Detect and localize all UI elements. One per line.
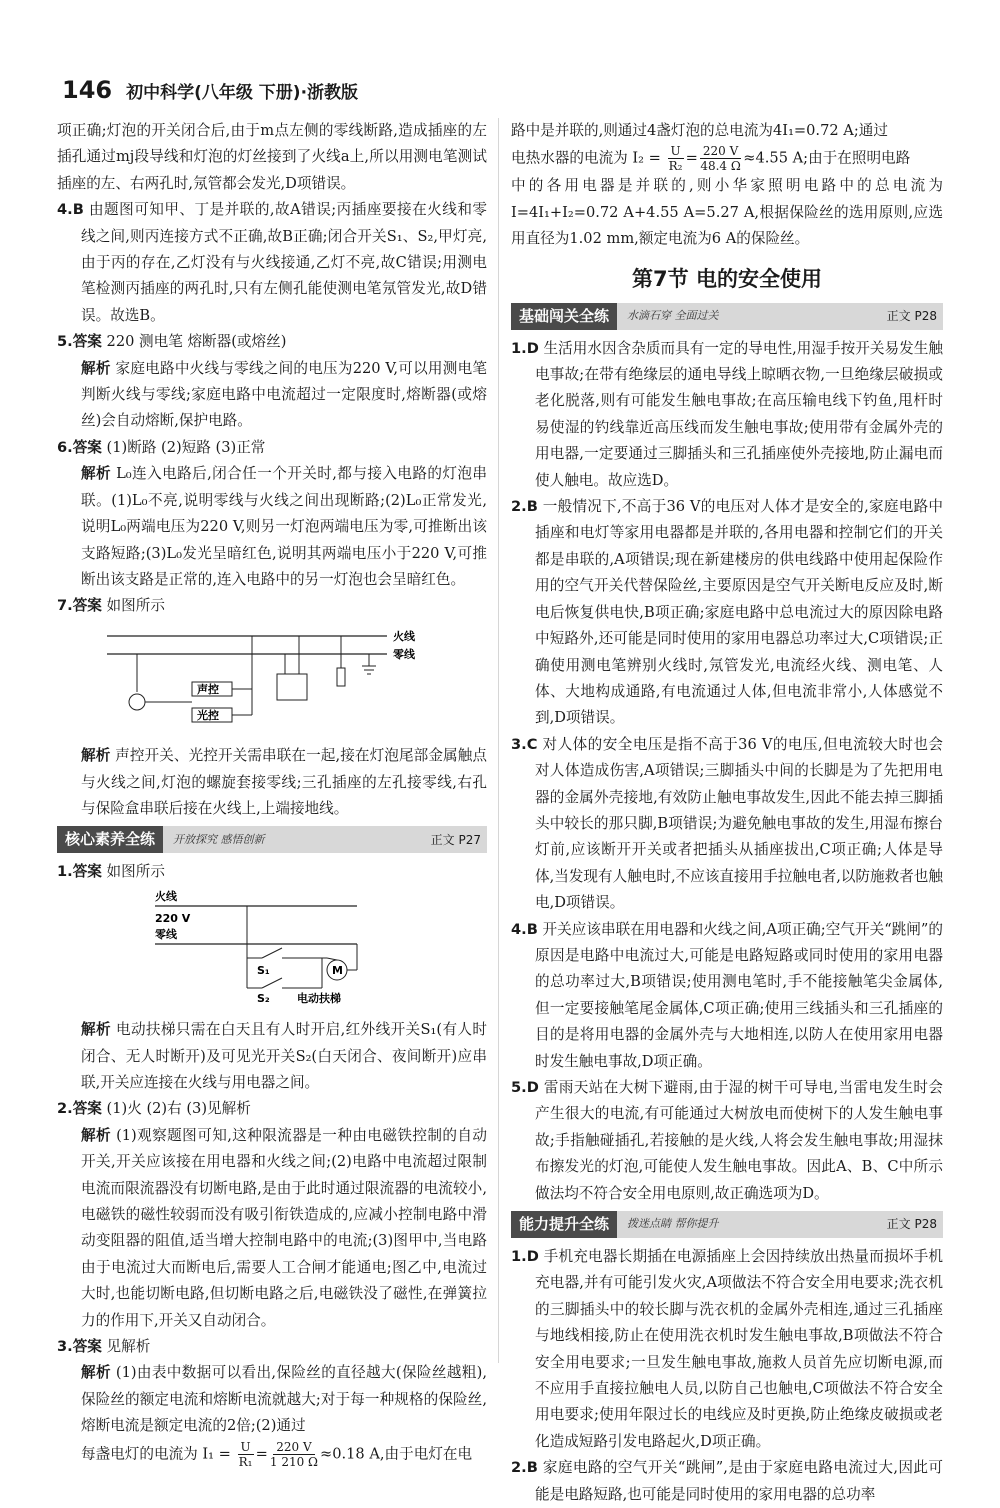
core-answer-1-explanation-text: 电动扶梯只需在白天且有人时开启,红外线开关S₁(有人时闭合、无人时断开)及可见光开关S₂(白天闭合、夜间断开)应串联,开关应连接在火线与用电器之间。 <box>81 1021 487 1091</box>
answer-label: 答案 <box>72 597 102 615</box>
fire-wire-label: 火线 <box>155 889 177 903</box>
sound-switch-label: 声控 <box>197 682 219 696</box>
answer-label: 答案 <box>72 438 102 456</box>
basic-answer-2 <box>511 494 943 732</box>
basic-answer-3 <box>511 732 943 917</box>
answer-6-explanation <box>57 461 487 593</box>
section-title: 第7节 电的安全使用 <box>632 266 822 291</box>
answer-7-explanation-text: 声控开关、光控开关需串联在一起,接在灯泡尾部金属触点与火线之间,灯泡的螺旋套接零线;三孔插座的左孔接零线,右孔与保险盒串联后接在火线上,上端接地线。 <box>81 747 487 817</box>
banner-page-ref: 正文 P27 <box>430 832 481 847</box>
answer-continuation: 项正确;灯泡的开关闭合后,由于m点左侧的零线断路,造成插座的左插孔通过mj段导线和灯泡的灯丝接到了火线a上,所以用测电笔测试插座的左、右两孔时,氖管都会发光,D项错误。 <box>57 122 487 192</box>
right-column <box>511 118 943 1508</box>
core-answer-3-answer: 见解析 <box>106 1338 151 1356</box>
answer-7-number: 7. <box>57 597 73 615</box>
basic-answer-1-number: 1.D <box>511 339 539 357</box>
section-banner-basic <box>511 303 943 330</box>
ability-answer-2-text: 家庭电路的空气开关“跳闸”,是由于家庭电路电流过大,因此可能是电路短路,也可能是同时使用的家用电器的总功率 <box>535 1459 944 1503</box>
answer-label: 答案 <box>72 863 102 881</box>
ability-answer-1-text: 手机充电器长期插在电源插座上会因持续放出热量而损坏手机充电器,并有可能引发火灾,A项做法不符合安全用电要求;洗衣机的三脚插头中的较长脚与洗衣机的金属外壳相连,通过三孔插座与地线相接,防止在使用洗衣机时发生触电事故,B项做法不符合安全用电要求;一旦发生触电事故,施救人员首先应切断电源,而不应用手直接拉触电人员,以防自己也触电,C项做法不符合安全用电要求;使用年限过长的电线应及时更换,防止绝缘皮破损或老化造成短路引发电路起火,D项正确。 <box>535 1248 943 1450</box>
answer-6-explanation-text: L₀连入电路后,闭合任一个开关时,都与接入电路的灯泡串联。(1)L₀不亮,说明零线与火线之间出现断路;(2)L₀正常发光,说明L₀两端电压为220 V,则另一灯泡两端电压为零,可推断出该支路短路;(3)L₀发光呈暗红色,说明其两端电压小于220 V,可推断出该支路是正常的,连入电路中的另一灯泡也会呈暗红色。 <box>81 465 487 588</box>
switch-s2-icon <box>262 978 282 988</box>
page-header <box>62 76 358 106</box>
explanation-label: 解析 <box>81 747 111 765</box>
right-continuation-1: 路中是并联的,则通过4盏灯泡的总电流为4I₁=0.72 A;通过 <box>511 122 888 139</box>
motor-label: M <box>332 963 343 977</box>
basic-answer-3-number: 3.C <box>511 735 538 753</box>
circuit-diagram-escalator <box>97 888 397 1006</box>
equals-sign: = <box>685 149 698 167</box>
answer-5 <box>57 329 487 355</box>
lamp-icon <box>129 694 145 710</box>
explanation-label: 解析 <box>81 359 111 377</box>
answer-label: 答案 <box>72 333 102 351</box>
basic-answer-4-text: 开关应该串联在用电器和火线之间,A项正确;空气开关“跳闸”的原因是电路中电流过大,可能是电路短路或同时使用的家用电器的总功率过大,B项错误;使用测电笔时,手不能接触笔尖金属体,但一定要接触笔尾金属体,C项正确;使用三线插头和三孔插座的目的是将用电器的金属外壳与大地相连,以防人在使用家用电器时发生触电事故,D项正确。 <box>535 920 943 1070</box>
voltage-label: 220 V <box>155 911 191 925</box>
core-answer-3-number: 3. <box>57 1338 73 1356</box>
core-answer-2-number: 2. <box>57 1100 73 1118</box>
core-answer-3-explanation-text: (1)由表中数据可以看出,保险丝的直径越大(保险丝越粗),保险丝的额定电流和熔断电流就越大;对于每一种规格的保险丝,熔断电流是额定电流的2倍;(2)通过 <box>81 1364 487 1435</box>
answer-label: 答案 <box>72 1100 102 1118</box>
explanation-label: 解析 <box>81 1126 112 1144</box>
left-column <box>57 118 487 1469</box>
ability-answer-2-number: 2.B <box>511 1459 538 1477</box>
ability-answer-2 <box>511 1455 943 1508</box>
light-switch-label: 光控 <box>197 708 219 722</box>
core-answer-1-answer: 如图所示 <box>106 863 165 881</box>
core-answer-1 <box>57 859 487 885</box>
basic-answer-5-number: 5.D <box>511 1079 539 1096</box>
answer-4 <box>57 197 487 329</box>
answer-7-answer: 如图所示 <box>106 597 165 615</box>
answer-4-text: 由题图可知甲、丁是并联的,故A错误;丙插座要接在火线和零线之间,则丙连接方式不正确,故B正确;闭合开关S₁、S₂,甲灯亮,由于丙的存在,乙灯没有与火线接通,乙灯不亮,故C错误;用测电笔检测丙插座的两孔时,只有左侧孔能使测电笔氖管发光,故D错误。故选B。 <box>81 201 487 324</box>
answer-5-answer: 220 测电笔 熔断器(或熔丝) <box>106 333 287 351</box>
fraction-denominator: 48.4 Ω <box>700 159 741 174</box>
right-continuation-3: 中的各用电器是并联的,则小华家照明电路中的总电流为I=4I₁+I₂=0.72 A+4.55 A=5.27 A,根据保险丝的选用原则,应选用直径为1.02 mm,额定电流为6 A的保险丝。 <box>511 177 943 248</box>
banner-title: 能力提升全练 <box>511 1211 617 1238</box>
core-answer-2-explanation <box>57 1123 487 1334</box>
fraction-denominator: R₂ <box>668 159 683 174</box>
basic-answer-4 <box>511 917 943 1075</box>
core-answer-2-answer: (1)火 (2)右 (3)见解析 <box>106 1100 251 1118</box>
page-number: 146 <box>62 76 113 104</box>
ability-answer-1 <box>511 1244 943 1455</box>
banner-title: 基础闯关全练 <box>511 303 617 330</box>
banner-page-ref: 正文 P28 <box>886 308 937 323</box>
fraction-220v-over-484 <box>700 144 741 173</box>
answer-7 <box>57 593 487 619</box>
ability-answer-1-number: 1.D <box>511 1248 539 1266</box>
fraction-numerator: U <box>668 144 684 159</box>
formula-tail: ≈0.18 A,由于电灯在电 <box>320 1445 473 1463</box>
core-answer-3-explanation <box>57 1360 487 1439</box>
basic-answer-1 <box>511 336 943 494</box>
switch-s1-icon <box>262 948 282 958</box>
fraction-u-over-r1 <box>238 1440 254 1469</box>
formula-lead: 每盏电灯的电流为 I₁ = <box>81 1445 231 1463</box>
section-banner-core <box>57 826 487 853</box>
fraction-numerator: 220 V <box>700 144 741 159</box>
banner-subtitle: 水滴石穿 全面过关 <box>627 308 719 322</box>
switch-s2-label: S₂ <box>257 991 270 1005</box>
core-answer-2-explanation-text: (1)观察题图可知,这种限流器是一种由电磁铁控制的自动开关,开关应该接在用电器和火线之间;(2)电路中电流超过限制电流而限流器没有切断电路,是由于此时通过限流器的电流较小,电磁铁的磁性较弱而没有吸引衔铁造成的,应减小控制电路中滑动变阻器的阻值,适当增大控制电路中的电流;(3)图甲中,当电路由于电流过大而断电后,需要人工合闸才能通电;图乙中,电流过大时,也能切断电路,但切断电路之后,电磁铁没了磁性,在弹簧拉力的作用下,开关又自动闭合。 <box>81 1126 487 1329</box>
banner-subtitle: 拨迷点睛 帮你提升 <box>627 1217 719 1231</box>
book-title: 初中科学(八年级 下册)·浙教版 <box>126 83 359 103</box>
circuit-diagram-7 <box>97 622 427 732</box>
answer-6 <box>57 435 487 461</box>
banner-title: 核心素养全练 <box>57 826 163 853</box>
answer-4-number: 4.B <box>57 201 84 219</box>
fraction-denominator: 1 210 Ω <box>269 1454 318 1469</box>
answer-label: 答案 <box>72 1338 102 1356</box>
answer-6-answer: (1)断路 (2)短路 (3)正常 <box>106 438 266 456</box>
fraction-220v-over-1210 <box>270 1440 318 1469</box>
core-answer-2 <box>57 1096 487 1122</box>
banner-subtitle: 开放探究 感悟创新 <box>173 832 265 846</box>
right-continuation-2 <box>511 144 943 173</box>
basic-answer-2-text: 一般情况下,不高于36 V的电压对人体才是安全的,家庭电路中插座和电灯等家用电器都是并联的,各用电器和控制它们的开关都是串联的,A项错误;现在新建楼房的供电线路中使用起保险作用的空气开关代替保险丝,主要原因是空气开关断电反应及时,断电后恢复供电快,B项正确;家庭电路中总电流过大的原因除电路中短路外,还可能是同时使用的家用电器总功率过大,C项错误;正确使用测电笔辨别火线时,氖管发光,电流经火线、测电笔、人体、大地构成通路,有电流通过人体,但电流非常小,人体感觉不到,D项错误。 <box>535 498 944 727</box>
answer-5-number: 5. <box>57 333 73 351</box>
fraction-denominator: R₁ <box>238 1454 253 1469</box>
basic-answer-1-text: 生活用水因含杂质而具有一定的导电性,用湿手按开关易发生触电事故;在带有绝缘层的通电导线上晾晒衣物,一旦绝缘层破损或老化脱落,则有可能发生触电事故;在高压输电线下钓鱼,甩杆时易使湿的钓线靠近高压线而发生触电事故;使用带有金属外壳的用电器,一定要通过三脚插头和三孔插座使外壳接地,防止漏电而使人触电。故应选D。 <box>535 339 943 489</box>
answer-7-explanation <box>57 743 487 822</box>
explanation-label: 解析 <box>81 1364 111 1382</box>
answer-5-explanation <box>57 356 487 435</box>
answer-5-explanation-text: 家庭电路中火线与零线之间的电压为220 V,可以用测电笔判断火线与零线;家庭电路中电流超过一定限度时,熔断器(或熔丝)会自动熔断,保护电路。 <box>81 359 487 430</box>
basic-answer-2-number: 2.B <box>511 498 538 516</box>
switch-s1-label: S₁ <box>257 963 270 977</box>
answer-6-number: 6. <box>57 438 73 456</box>
basic-answer-5-text: 雷雨天站在大树下避雨,由于湿的树干可导电,当雷电发生时会产生很大的电流,有可能通过大树放电而使树下的人发生触电事故;手指触碰插孔,若接触的是火线,人将会发生触电事故;用湿抹布擦发光的灯泡,可能使人发生触电事故。因此A、B、C中所示做法均不符合安全用电原则,故正确选项为D。 <box>535 1079 944 1202</box>
banner-page-ref: 正文 P28 <box>886 1217 937 1232</box>
fraction-numerator: U <box>238 1440 254 1455</box>
fuse-icon <box>337 668 345 686</box>
three-hole-socket-icon <box>277 674 307 700</box>
basic-answer-3-text: 对人体的安全电压是指不高于36 V的电压,但电流较大时也会对人体造成伤害,A项错误;三脚插头中间的长脚是为了先把用电器的金属外壳接地,有效防止触电事故发生,因此不能去掉三脚插头中较长的那只脚,B项错误;为避免触电事故的发生,用湿布擦台灯前,应该断开开关或者把插头从插座拔出,C项正确;人体是导体,当发现有人触电时,不应该直接用手拉触电者,以防施救者也触电,D项错误。 <box>535 735 944 912</box>
column-divider <box>498 118 499 1363</box>
formula-lead: 电热水器的电流为 I₂ = <box>511 149 661 167</box>
escalator-label: 电动扶梯 <box>297 991 341 1005</box>
basic-answer-4-number: 4.B <box>511 920 538 938</box>
core-answer-1-number: 1. <box>57 863 73 881</box>
core-answer-3 <box>57 1334 487 1360</box>
explanation-label: 解析 <box>81 1021 111 1039</box>
core-answer-1-explanation <box>57 1017 487 1096</box>
explanation-label: 解析 <box>81 465 112 483</box>
fraction-u-over-r2 <box>668 144 684 173</box>
fire-wire-label: 火线 <box>393 629 415 643</box>
equals-sign: = <box>255 1445 268 1463</box>
neutral-wire-label: 零线 <box>393 647 415 661</box>
formula-tail: ≈4.55 A;由于在照明电路 <box>743 149 911 167</box>
core-answer-3-formula <box>57 1440 487 1469</box>
basic-answer-5 <box>511 1075 943 1207</box>
neutral-wire-label: 零线 <box>155 927 177 941</box>
section-banner-ability <box>511 1211 943 1238</box>
fraction-numerator: 220 V <box>273 1440 314 1455</box>
